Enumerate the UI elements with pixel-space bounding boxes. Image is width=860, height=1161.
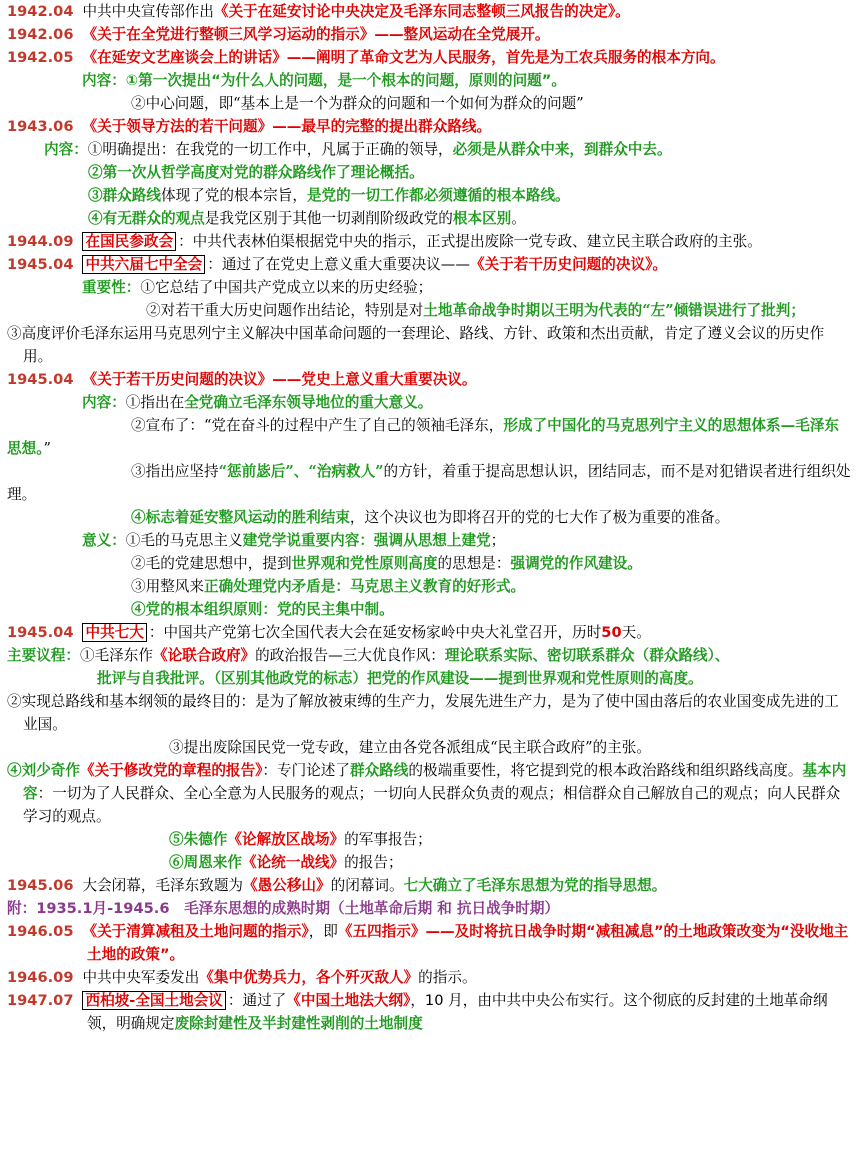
content-line: [7, 759, 853, 828]
content-emphasis: ④党的根本组织原则：党的民主集中制。: [131, 601, 394, 618]
entry-text: ：通过了: [227, 992, 287, 1009]
content-line: [7, 644, 853, 667]
entry-date: 1942.04: [7, 3, 74, 20]
entry-text: ：中国共产党第七次全国代表大会在延安杨家岭中央大礼堂召开，历时: [148, 624, 602, 641]
content-emphasis: “惩前毖后”、“治病救人”: [218, 463, 384, 480]
appendix-text: 附：1935.1月-1945.6 毛泽东思想的成熟时期（土地革命后期 和 抗日战争时期）: [7, 900, 560, 917]
content-emphasis: 七大确立了毛泽东思想为党的指导思想。: [403, 877, 667, 894]
entry-1945-04-resolution: [7, 368, 853, 391]
content-text: ①第一次提出“为什么人的问题，是一个根本的问题，原则的问题”。: [125, 72, 566, 89]
entry-date: 1945.04: [7, 624, 74, 641]
content-line: [7, 529, 853, 552]
content-emphasis: 正确处理党内矛盾是：马克思主义教育的好形式。: [203, 578, 526, 595]
entry-text: ，即: [308, 923, 338, 940]
document-title: 《论解放区战场》: [227, 831, 345, 848]
document-title: 《关于领导方法的若干问题》——最早的完整的提出群众路线。: [82, 118, 492, 135]
entry-date: 1942.05: [7, 49, 74, 66]
content-text: 是我党区别于其他一切剥削阶级政党的: [204, 210, 453, 227]
entry-date: 1944.09: [7, 233, 74, 250]
document-title: 《中国土地法大纲》: [286, 992, 411, 1009]
entry-date: 1946.05: [7, 923, 74, 940]
content-line: [7, 161, 853, 184]
content-emphasis: 土地革命战争时期以王明为代表的“左”倾错误进行了批判；: [423, 302, 805, 319]
content-line: [7, 851, 853, 874]
content-emphasis: ④有无群众的观点: [88, 210, 205, 227]
content-text: ①指出在: [125, 394, 185, 411]
content-text: ①毛泽东作: [79, 647, 153, 664]
content-text: ②宣布了：“党在奋斗的过程中产生了自己的领袖毛泽东，: [131, 417, 504, 434]
content-line: [7, 690, 853, 736]
entry-text: 大会闭幕，毛泽东致题为: [82, 877, 244, 894]
content-line: [7, 207, 853, 230]
event-box: 中共七大: [82, 623, 146, 642]
content-line: [7, 667, 853, 690]
document-title: 《愚公移山》: [243, 877, 331, 894]
entry-text: 天。: [621, 624, 651, 641]
content-label: 基本内容: [23, 762, 847, 802]
content-emphasis: 必须是从群众中来，到群众中去。: [452, 141, 672, 158]
content-line: [7, 299, 853, 322]
entry-1942-04: [7, 0, 853, 23]
entry-1947-07: [7, 989, 853, 1035]
content-text: ③提出废除国民党一党专政，建立由各党各派组成“民主联合政府”的主张。: [169, 739, 651, 756]
content-text: 体现了党的根本宗旨，: [160, 187, 307, 204]
content-line: [7, 414, 853, 460]
content-line: [7, 828, 853, 851]
content-emphasis: 是党的一切工作都必须遵循的根本路线。: [306, 187, 570, 204]
entry-1944-09: [7, 230, 853, 253]
entry-text: ：中共代表林伯渠根据党中央的指示，正式提出废除一党专政、建立民主联合政府的主张。: [178, 233, 762, 250]
content-text: ③高度评价毛泽东运用马克思列宁主义解决中国革命问题的一套理论、路线、方针、政策和杰出贡献，肯定了遵义会议的历史作用。: [7, 325, 825, 365]
content-line: [7, 138, 853, 161]
entry-text: 中共中央军委发出: [82, 969, 200, 986]
content-line: [7, 575, 853, 598]
entry-date: 1945.04: [7, 256, 74, 273]
content-emphasis: 世界观和党性原则高度: [291, 555, 438, 572]
content-text: 的极端重要性，将它提到党的根本政治路线和组织路线高度。: [408, 762, 803, 779]
content-text: ②中心问题，即“基本上是一个为群众的问题和一个如何为群众的问题”: [131, 95, 584, 112]
content-label: 内容：: [82, 72, 126, 89]
entry-date: 1945.04: [7, 371, 74, 388]
content-label: 重要性：: [82, 279, 141, 296]
content-emphasis: 群众路线: [349, 762, 409, 779]
content-emphasis: 全党确立毛泽东领导地位的重大意义。: [184, 394, 433, 411]
content-emphasis: 强调党的作风建设。: [510, 555, 642, 572]
content-label: 意义：: [82, 532, 126, 549]
content-line: [7, 506, 853, 529]
content-emphasis: 形成了中国化的马克思列宁主义的思想体系—毛泽东思想。: [7, 417, 839, 457]
document-title: 《关于若干历史问题的决议》。: [469, 256, 667, 273]
content-text: ①毛的马克思主义: [125, 532, 243, 549]
content-emphasis: 建党学说重要内容：强调从思想上建党: [242, 532, 491, 549]
content-emphasis: 理论联系实际、密切联系群众（群众路线）、: [444, 647, 730, 664]
document-title: 《论统一战线》: [241, 854, 345, 871]
entry-1945-06: [7, 874, 853, 897]
document-title: 《关于在全党进行整顿三风学习运动的指示》——整风运动在全党展开。: [82, 26, 550, 43]
content-emphasis: 废除封建性及半封建性剥削的土地制度: [174, 1015, 423, 1032]
content-text: ①明确提出：在我党的一切工作中，凡属于正确的领导，: [87, 141, 453, 158]
entry-1945-04-congress: [7, 621, 853, 644]
document-title: 《集中优势兵力，各个歼灭敌人》: [199, 969, 419, 986]
content-label: 内容：: [44, 141, 88, 158]
duration-days: 50: [601, 624, 622, 641]
document-title: 《关于清算减租及土地问题的指示》: [82, 923, 309, 940]
entry-date: 1943.06: [7, 118, 74, 135]
entry-1942-05: [7, 46, 853, 69]
content-label: 主要议程：: [7, 647, 80, 664]
appendix-note: [7, 897, 853, 920]
content-text: 的报告；: [344, 854, 403, 871]
entry-text: ：通过了在党史上意义重大重要决议——: [207, 256, 470, 273]
content-emphasis: ②第一次从哲学高度对党的群众路线作了理论概括。: [88, 164, 424, 181]
content-text: 。: [511, 210, 526, 227]
entry-date: 1942.06: [7, 26, 74, 43]
content-line: [7, 184, 853, 207]
content-emphasis: ⑤朱德作: [169, 831, 228, 848]
content-text: ”: [43, 440, 51, 457]
content-text: 的方针，着重于提高思想认识，团结同志，而不是对犯错误者进行组织处理。: [7, 463, 851, 503]
content-text: 的政治报告—三大优良作风：: [255, 647, 445, 664]
entry-1946-09: [7, 966, 853, 989]
content-text: 的军事报告；: [344, 831, 432, 848]
content-text: ②毛的党建思想中，提到: [131, 555, 292, 572]
entry-text: 的闭幕词。: [330, 877, 404, 894]
content-emphasis: ③群众路线: [88, 187, 161, 204]
entry-date: 1947.07: [7, 992, 74, 1009]
content-emphasis: 批评与自我批评。（区别其他政党的标志）把党的作风建设——提到世界观和党性原则的高度。: [97, 670, 703, 687]
content-text: ，这个决议也为即将召开的党的七大作了极为重要的准备。: [349, 509, 730, 526]
content-text: ：专门论述了: [262, 762, 350, 779]
content-text: ：一切为了人民群众、全心全意为人民服务的观点；一切向人民群众负责的观点；相信群众自己解放自己的观点；向人民群众学习的观点。: [23, 785, 841, 825]
document-title: 《关于修改党的章程的报告》: [79, 762, 263, 779]
document-title: 《五四指示》——及时将抗日战争时期“减租减息”的土地政策改变为“没收地主土地的政策”。: [87, 923, 849, 963]
entry-1942-06: [7, 23, 853, 46]
entry-1945-04-plenum: [7, 253, 853, 276]
content-line: [7, 460, 853, 506]
content-text: ②对若干重大历史问题作出结论，特别是对: [146, 302, 424, 319]
content-line: [7, 598, 853, 621]
content-text: ③指出应坚持: [131, 463, 219, 480]
entry-text: 中共中央宣传部作出: [82, 3, 214, 20]
entry-text: 的指示。: [418, 969, 477, 986]
entry-1943-06: [7, 115, 853, 138]
entry-text: ，10 月，由中共中央公布实行。这个彻底的反封建的土地革命纲领，明确规定: [87, 992, 828, 1032]
event-box: 在国民参政会: [82, 232, 176, 251]
entry-date: 1946.09: [7, 969, 74, 986]
content-line: [7, 69, 853, 92]
event-box: 西柏坡-全国土地会议: [82, 991, 225, 1010]
content-text: ；: [490, 532, 506, 549]
document-title: 《论联合政府》: [152, 647, 256, 664]
content-emphasis: ④标志着延安整风运动的胜利结束: [131, 509, 350, 526]
content-text: ③用整风来: [131, 578, 204, 595]
content-line: [7, 276, 853, 299]
content-emphasis: ⑥周恩来作: [169, 854, 242, 871]
content-text: 的思想是：: [437, 555, 511, 572]
content-line: [7, 92, 853, 115]
event-box: 中共六届七中全会: [82, 255, 205, 274]
document-title: 《在延安文艺座谈会上的讲话》——阐明了革命文艺为人民服务，首先是为工农兵服务的根本方向。: [82, 49, 725, 66]
content-emphasis: ④刘少奇作: [7, 762, 80, 779]
entry-date: 1945.06: [7, 877, 74, 894]
document-title: 《关于在延安讨论中央决定及毛泽东同志整顿三风报告的决定》。: [213, 3, 630, 20]
entry-1946-05: [7, 920, 853, 966]
content-emphasis: 根本区别: [452, 210, 512, 227]
content-text: ①它总结了中国共产党成立以来的历史经验；: [140, 279, 433, 296]
document-title: 《关于若干历史问题的决议》——党史上意义重大重要决议。: [82, 371, 477, 388]
content-line: [7, 322, 853, 368]
content-line: [7, 391, 853, 414]
content-line: [7, 552, 853, 575]
content-label: 内容：: [82, 394, 126, 411]
content-text: ②实现总路线和基本纲领的最终目的：是为了解放被束缚的生产力，发展先进生产力，是为了使中国由落后的农业国变成先进的工业国。: [7, 693, 839, 733]
content-line: [7, 736, 853, 759]
